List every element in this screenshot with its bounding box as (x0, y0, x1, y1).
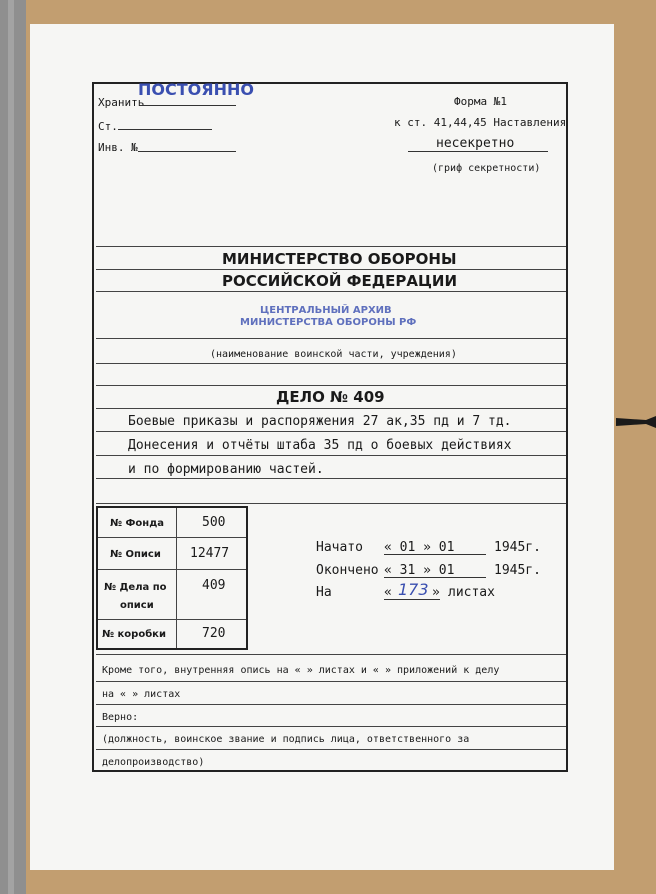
rule (96, 478, 566, 479)
opis-row (98, 538, 246, 570)
inventory-note-line2: на « » листах (102, 689, 181, 700)
sheets-label: На (316, 585, 332, 600)
verno-label: Верно: (102, 712, 139, 723)
unit-caption: (наименование воинской части, учреждения) (210, 349, 457, 360)
art-line (118, 129, 212, 130)
opis-value: 12477 (190, 546, 230, 561)
archive-stamp-line1: ЦЕНТРАЛЬНЫЙ АРХИВ (260, 305, 392, 316)
case-title: ДЕЛО № 409 (276, 388, 385, 406)
responsible-caption-line2: делопроизводство) (102, 757, 205, 768)
inv-line (138, 151, 236, 152)
sheets-open-quote: « (384, 585, 392, 600)
rule (96, 246, 566, 247)
fond-label: № Фонда (110, 518, 165, 529)
korobka-row (98, 620, 246, 648)
rule (96, 408, 566, 409)
sheets-word: листах (448, 585, 495, 600)
rule (96, 749, 566, 750)
classification-caption: (гриф секретности) (432, 163, 541, 174)
articles-ref: к ст. 41,44,45 Наставления (394, 116, 567, 129)
fond-row (98, 508, 246, 538)
rule (96, 385, 566, 386)
inv-label: Инв. № (98, 141, 138, 154)
start-date: « 01 » 01 (384, 540, 455, 555)
classification-line (408, 151, 548, 152)
inventory-note-line1: Кроме того, внутренняя опись на « » листах и « » приложений к делу (102, 665, 500, 676)
end-date-line (384, 577, 486, 578)
ministry-line1: МИНИСТЕРСТВО ОБОРОНЫ (222, 250, 457, 268)
delo-label-line2: описи (120, 600, 154, 611)
responsible-caption-line1: (должность, воинское звание и подпись лица, ответственного за (102, 734, 470, 745)
rule (96, 704, 566, 705)
sheets-count: 173 (398, 580, 429, 599)
case-description-line2: Донесения и отчёты штаба 35 пд о боевых действиях (128, 438, 512, 453)
archive-box (96, 506, 248, 650)
rule (96, 503, 566, 504)
rule (96, 363, 566, 364)
delo-row (98, 570, 246, 620)
folder-spine-edge (8, 0, 14, 894)
korobka-value: 720 (202, 626, 226, 641)
art-label: Ст. (98, 120, 118, 133)
start-year: 1945г. (494, 540, 541, 555)
start-label: Начато (316, 540, 363, 555)
keep-stamp: ПОСТОЯННО (138, 80, 254, 99)
opis-label: № Описи (110, 549, 161, 560)
rule (96, 431, 566, 432)
rule (96, 338, 566, 339)
keep-label: Хранить (98, 96, 145, 109)
archive-stamp-line2: МИНИСТЕРСТВА ОБОРОНЫ РФ (240, 317, 417, 328)
binding-ribbon (616, 412, 656, 432)
start-date-line (384, 554, 486, 555)
rule (96, 726, 566, 727)
delo-value: 409 (202, 578, 226, 593)
form-number: Форма №1 (454, 95, 507, 108)
rule (96, 681, 566, 682)
rule (96, 291, 566, 292)
keep-line (140, 105, 236, 106)
rule (96, 654, 566, 655)
case-description-line3: и по формированию частей. (128, 462, 324, 477)
sheets-line (384, 599, 440, 600)
classification: несекретно (436, 136, 515, 151)
ministry-line2: РОССИЙСКОЙ ФЕДЕРАЦИИ (222, 272, 458, 290)
rule (96, 269, 566, 270)
korobka-label: № коробки (102, 629, 166, 640)
end-label: Окончено (316, 563, 379, 578)
rule (96, 455, 566, 456)
sheets-close-quote: » (432, 585, 440, 600)
case-description-line1: Боевые приказы и распоряжения 27 ак,35 пд и 7 тд. (128, 414, 512, 429)
end-date: « 31 » 01 (384, 563, 455, 578)
fond-value: 500 (202, 515, 226, 530)
end-year: 1945г. (494, 563, 541, 578)
delo-label-line1: № Дела по (104, 582, 167, 593)
